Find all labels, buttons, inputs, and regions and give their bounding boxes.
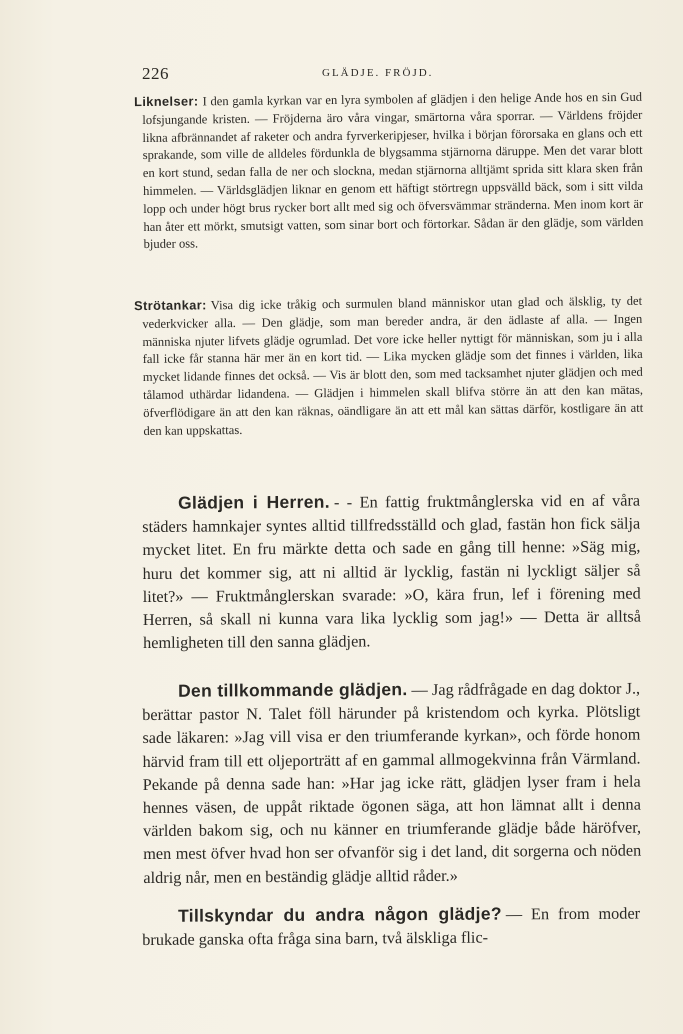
running-title: GLÄDJE. FRÖJD. (322, 67, 434, 79)
entry-heading: Den tillkommande glädjen. (178, 679, 408, 701)
entry-text: — En from moder brukade ganska ofta fråga sina barn, två älskliga flic- (142, 903, 641, 950)
entry-text: - - En fattig fruktmånglerska vid en af våra städers hamnkajer syntes alltid tillfredsställd och glad, fastän hon fick sälja mycket litet. En fru märkte detta och sade en gång till henne: »Säg mig, huru det kommer sig, att ni alltid är lycklig, fastän ni lyckligt säljer så litet?» — Fruktmånglerskan svarade: »O, kära frun, lef i förening med Herren, så skall ni kunna vara lika lycklig som jag!» — Detta är alltså hemligheten till den sanna glädjen. (142, 490, 641, 653)
entry-heading: Glädjen i Herren. (178, 491, 330, 513)
entry-liknelser (134, 88, 644, 254)
page-number: 226 (142, 64, 169, 83)
entry-text: — Jag rådfrågade en dag doktor J., berättar pastor N. Talet föll härunder på kristendom och kyrka. Plötsligt sade läkaren: »Jag vill visa er den triumferande kyrkan», och förde honom härvid fram till ett oljeporträtt af en gammal allmogekvinna från Värmland. Pekande på denna sade han: »Har jag icke rätt, glädjen lyser fram i hela hennes väsen, de uppåt riktade ögonen säga, att hon lämnat allt i denna världen bakom sig, och nu känner en triumferande glädje både häröfver, men mest öfver hvad hon ser ofvanför sig i det land, dit sorgerna och nöden aldrig når, men en beständig glädje alltid råder.» (142, 678, 642, 887)
entry-heading: Tillskyndar du andra någon glädje? (178, 903, 502, 926)
entry-heading: Strötankar: (134, 297, 207, 314)
entry-den-tillkommande-gladjen (142, 677, 641, 889)
entry-text: I den gamla kyrkan var en lyra symbolen af glädjen i den helige Ande hos en sin Gud lofsjungande kristen. — Fröjderna äro våra vingar, smärtorna våra sporrar. — Världens fröjder likna afbrännandet af raketer och andra fyrverkeripjeser, hvilka i början förorsaka en glans och ett sprakande, som ville de alldeles fördunkla de blygsamma stjärnorna däruppe. Men det varar blott en kort stund, sedan falla de ner och slockna, medan stjärnorna alltjämt sprida sitt klara sken från himmelen. — Världsglädjen liknar en genom ett häftigt störtregn uppsvälld bäck, som i sitt vilda lopp och under högt brus rycker bort allt med sig och öfversvämmar stränderna. Men inom kort är han åter ett mörkt, smutsigt vatten, som sinar bort och förtorkar. Sådan är den glädje, som världen bjuder oss. (142, 89, 644, 252)
entry-gladjen-i-herren (142, 489, 641, 655)
entry-tillskyndar (142, 902, 640, 952)
running-head (142, 64, 639, 84)
entry-strotankar (134, 292, 644, 441)
entry-heading: Liknelser: (134, 93, 199, 110)
entry-text: Visa dig icke tråkig och surmulen bland människor utan glad och älsklig, ty det vederkvicker alla. — Den glädje, som man bereder andra, är den ädlaste af alla. — Ingen människa njuter lifvets glädje ogrumlad. Det vore icke heller nyttigt för människan, som ju i alla fall icke får stanna här mer än en kort tid. — Lika mycken glädje som det finnes i världen, lika mycket lidande finnes det också. — Vis är blott den, som med tacksamhet njuter glädjen och med tålamod uthärdar lidandena. — Glädjen i himmelen skall blifva större än att den kan mätas, öfverflödigare än att den kan räknas, oändligare än att ett mål kan sättas därför, kostligare än att den kan uppskattas. (142, 293, 644, 438)
